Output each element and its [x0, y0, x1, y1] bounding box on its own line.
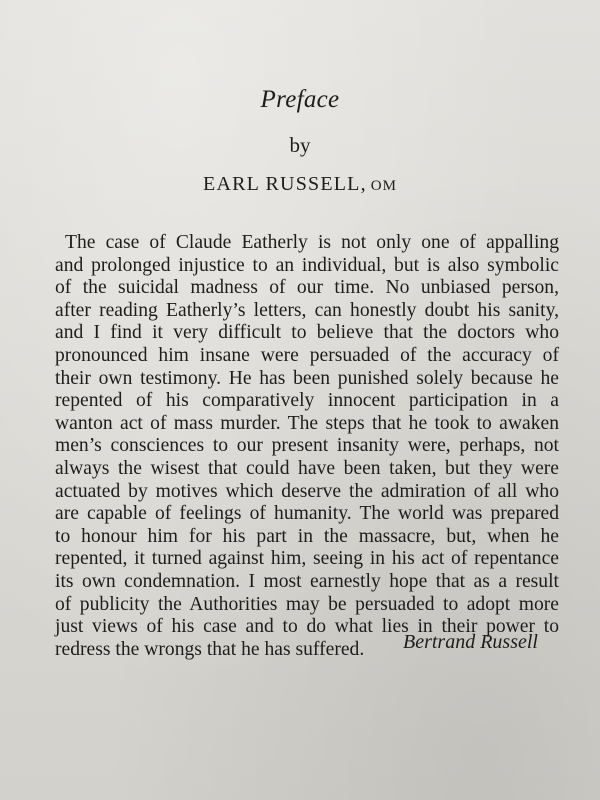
signature: Bertrand Russell [403, 631, 538, 653]
body-line: are capable of feelings of humanity. The world was prepared [55, 503, 559, 525]
body-line: wanton act of mass murder. The steps that he took to awaken [55, 412, 559, 434]
body-line: to honour him for his part in the massacre, but, when he [55, 525, 559, 547]
body-line: of the suicidal madness of our time. No unbiased person, [55, 277, 559, 299]
body-line: always the wisest that could have been taken, but they were [55, 457, 559, 479]
author-honour: OM [370, 178, 397, 194]
body-line: men’s consciences to our present insanity were, perhaps, not [55, 435, 559, 457]
body-line: their own testimony. He has been punished solely because he [55, 367, 559, 389]
preface-body [55, 232, 559, 661]
preface-title: Preface [260, 86, 340, 113]
body-line: The case of Claude Eatherly is not only one of appalling [65, 232, 559, 253]
body-line: after reading Eatherly’s letters, can honestly doubt his sanity, [55, 299, 559, 321]
author-line [0, 173, 600, 196]
body-line: repented, it turned against him, seeing in his act of repentance [55, 548, 559, 570]
body-line: and prolonged injustice to an individual, but is also symbolic [55, 254, 559, 276]
body-line: repented of his comparatively innocent participation in a [55, 390, 559, 412]
body-line: and I find it very difficult to believe that the doctors who [55, 322, 559, 344]
body-line: just views of his case and to do what lies in their power to [55, 616, 559, 638]
body-line: redress the wrongs that he has suffered. [55, 638, 365, 660]
author-name: EARL RUSSELL, [203, 173, 367, 195]
body-line: of publicity the Authorities may be persuaded to adopt more [55, 593, 559, 615]
preface-by: by [289, 133, 311, 157]
body-line: actuated by motives which deserve the admiration of all who [55, 480, 559, 502]
body-line: its own condemnation. I most earnestly hope that as a result [55, 570, 559, 592]
body-line: pronounced him insane were persuaded of the accuracy of [55, 344, 559, 366]
